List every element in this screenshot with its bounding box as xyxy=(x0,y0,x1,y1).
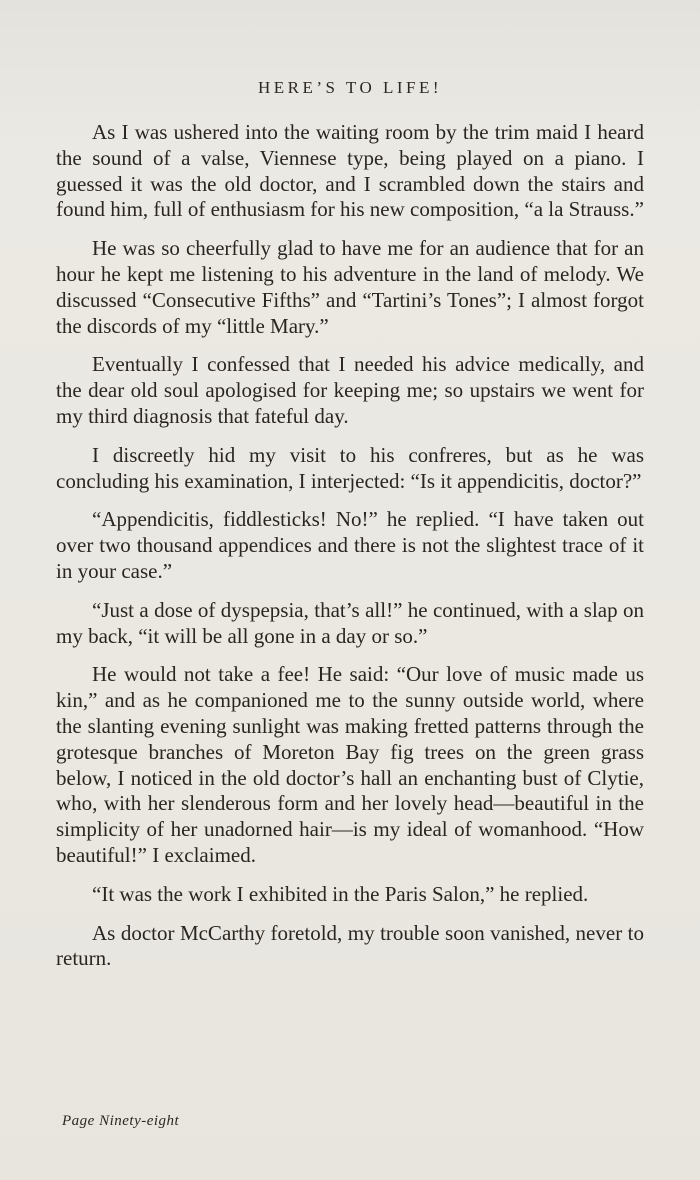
paragraph: As doctor McCarthy foretold, my trouble soon vanished, never to return. xyxy=(56,920,644,971)
body-text xyxy=(56,120,644,972)
running-head: HERE’S TO LIFE! xyxy=(257,78,443,97)
paragraph: As I was ushered into the waiting room by the trim maid I heard the sound of a valse, Viennese type, being played on a piano. I guessed it was the old doctor, and I scrambled down the stairs and found him, full of enthusiasm for his new composition, “a la Strauss.” xyxy=(56,120,644,222)
paragraph: He was so cheerfully glad to have me for an audience that for an hour he kept me listening to his adventure in the land of melody. We discussed “Consecutive Fifths” and “Tartini’s Tones”; I almost forgot the discords of my “little Mary.” xyxy=(56,236,644,338)
paragraph: I discreetly hid my visit to his confreres, but as he was concluding his examination, I interjected: “Is it appendicitis, doctor?” xyxy=(56,442,644,493)
paragraph: “Just a dose of dyspepsia, that’s all!” he continued, with a slap on my back, “it will be all gone in a day or so.” xyxy=(56,597,644,648)
page-number: Page Ninety-eight xyxy=(62,1113,180,1129)
paragraph: “It was the work I exhibited in the Paris Salon,” he replied. xyxy=(92,881,589,906)
paragraph: He would not take a fee! He said: “Our love of music made us kin,” and as he companioned me to the sunny outside world, where the slanting evening sunlight was making fretted patterns through the grotesque branches of Moreton Bay fig trees on the green grass below, I noticed in the old doctor’s hall an enchanting bust of Clytie, who, with her slenderous form and her lovely head—beautiful in the simplicity of her unadorned hair—is my ideal of womanhood. “How beautiful!” I exclaimed. xyxy=(56,662,644,867)
paragraph: Eventually I confessed that I needed his advice medically, and the dear old soul apologised for keeping me; so upstairs we went for my third diagnosis that fateful day. xyxy=(56,352,644,428)
paragraph: “Appendicitis, fiddlesticks! No!” he replied. “I have taken out over two thousand appendices and there is not the slightest trace of it in your case.” xyxy=(56,507,644,583)
